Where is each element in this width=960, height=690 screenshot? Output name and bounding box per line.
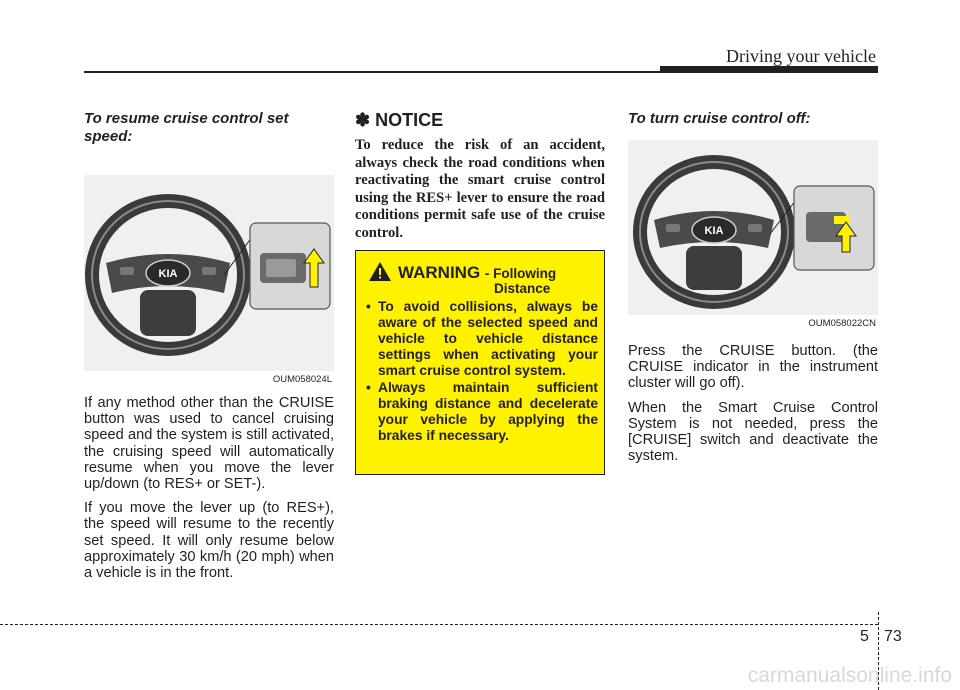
warning-item: • To avoid collisions, always be aware of the selected speed and vehicle to vehicle distance settings when activating your smart cruise control system. xyxy=(366,299,598,378)
warning-list xyxy=(366,299,598,445)
column-2 xyxy=(355,110,605,242)
paragraph: Press the CRUISE button. (the CRUISE indicator in the instrument cluster will go off). xyxy=(628,343,878,392)
warning-item: • Always maintain sufficient braking distance and decelerate your vehicle by applying the brakes if necessary. xyxy=(366,380,598,443)
svg-text:KIA: KIA xyxy=(704,225,724,237)
steering-wheel-figure-2 xyxy=(628,140,878,329)
paragraph: If any method other than the CRUISE button was used to cancel cruising speed and the system is still activated, the cruising speed will automatically resume when you move the lever up/down (to RES+ or SET-). xyxy=(84,395,334,493)
column-3 xyxy=(628,110,878,472)
page-number: 73 xyxy=(884,628,902,645)
svg-text:KIA: KIA xyxy=(158,268,178,280)
figure-caption: OUM058024L xyxy=(272,374,332,385)
section-title: Driving your vehicle xyxy=(726,46,876,66)
footer-rule xyxy=(0,624,878,625)
figure-caption: OUM058022CN xyxy=(808,318,876,329)
column-1 xyxy=(84,110,334,589)
warning-box xyxy=(355,250,605,475)
notice-body: To reduce the risk of an accident, always check the road conditions when reactivating the smart cruise control using the RES+ lever to ensure the road conditions permit safe use of the cruise control. xyxy=(355,137,605,241)
header-rule-thick xyxy=(660,66,878,73)
warning-subtitle: - Following xyxy=(484,266,557,281)
chapter-number: 5 xyxy=(860,628,869,645)
watermark: carmanualsonline.info xyxy=(747,664,952,687)
notice-title: ✽ NOTICE xyxy=(355,110,444,130)
header-rule xyxy=(84,71,660,73)
resume-heading: To resume cruise control set speed: xyxy=(84,110,289,145)
warning-title-line xyxy=(398,263,556,283)
warning-subtitle-2: Distance xyxy=(494,281,551,296)
warning-title: WARNING xyxy=(398,263,481,282)
steering-wheel-figure-1 xyxy=(84,175,334,385)
steering-wheel-illustration xyxy=(84,175,334,371)
paragraph: If you move the lever up (to RES+), the speed will resume to the recently set speed. It will only resume below approximately 30 km/h (20 mph) when a vehicle is in the front. xyxy=(84,500,334,582)
paragraph: When the Smart Cruise Control System is not needed, press the [CRUISE] switch and deactivate the system. xyxy=(628,399,878,465)
steering-wheel-illustration xyxy=(628,140,878,315)
warning-triangle-icon xyxy=(368,261,392,282)
off-heading: To turn cruise control off: xyxy=(628,110,811,127)
